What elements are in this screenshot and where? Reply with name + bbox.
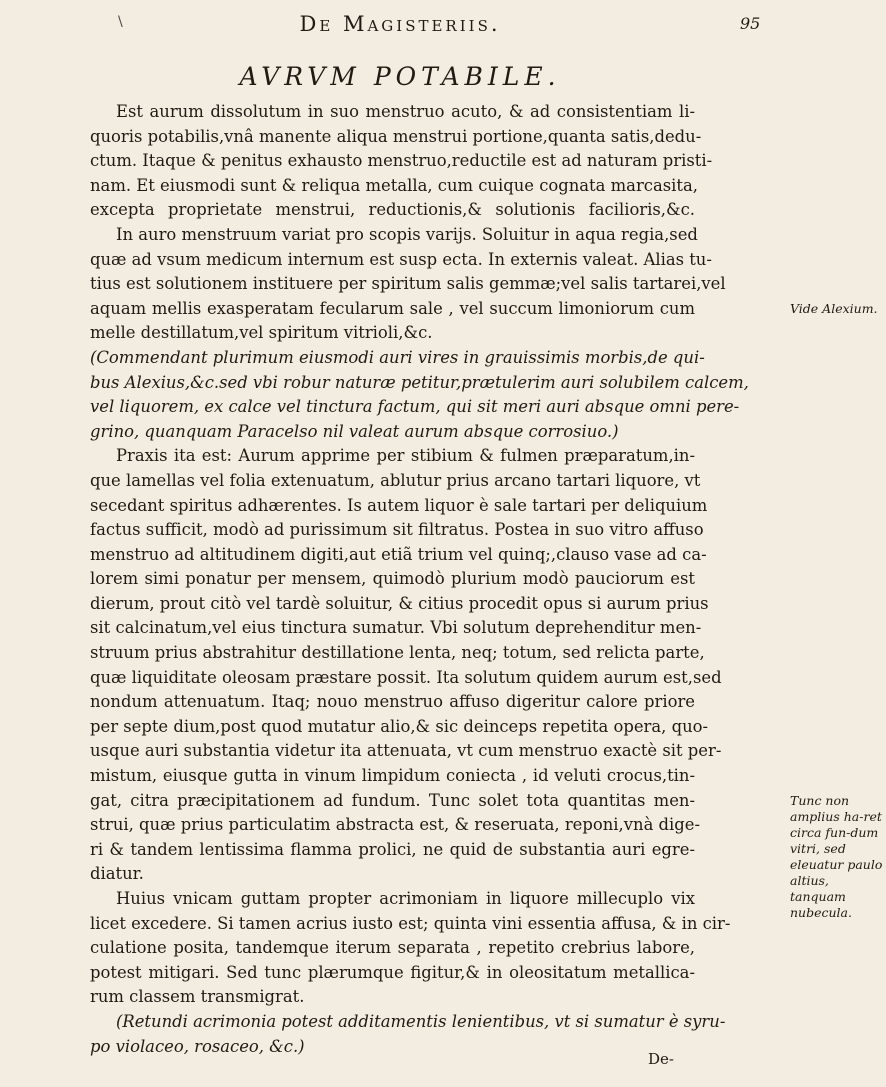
text-line: bus Alexius,&c.sed vbi robur naturæ petitur,prætulerim auri solubilem calcem,: [90, 372, 749, 392]
text-line: quæ liquiditate oleosam præstare possit. Ita solutum quidem aurum est,sed: [90, 667, 722, 687]
text-line: nam. Et eiusmodi sunt & reliqua metalla, cum cuique cognata marcasita,: [90, 175, 698, 195]
text-line: dierum, prout citò vel tardè soluitur, & citius procedit opus si aurum prius: [90, 593, 709, 613]
text-line: rum classem transmigrat.: [90, 987, 305, 1007]
text-line: gat, citra præcipitationem ad fundum. Tunc solet tota quantitas men-: [90, 790, 695, 810]
text-line: culatione posita, tandemque iterum separata , repetito crebrius labore,: [90, 938, 695, 958]
text-line: lorem simi ponatur per mensem, quimodò plurium modò pauciorum est: [90, 569, 695, 589]
text-line: nondum attenuatum. Itaq; nouo menstruo affuso digeritur calore priore: [90, 692, 695, 712]
running-head-title: De Magisteriis.: [299, 12, 501, 36]
text-line: Huius vnicam guttam propter acrimoniam in liquore millecuplo vix: [116, 889, 695, 908]
text-line: ri & tandem lentissima flamma prolici, ne quid de substantia auri egre-: [90, 839, 695, 859]
text-line: Est aurum dissolutum in suo menstruo acuto, & ad consistentiam li-: [116, 102, 695, 121]
text-line: excepta proprietate menstrui, reductionis,& solutionis facilioris,&c.: [90, 200, 695, 220]
running-head-mark: \: [118, 14, 123, 30]
chapter-title: AVRVM POTABILE.: [239, 62, 561, 91]
text-line: melle destillatum,vel spiritum vitrioli,&c.: [90, 323, 433, 343]
margin-note: Tunc non amplius ha-ret circa fun-dum vitri, sed eleuatur paulo altius, tanquam nubecula.: [790, 792, 883, 920]
text-line: usque auri substantia videtur ita attenuata, vt cum menstruo exactè sit per-: [90, 741, 722, 761]
text-line: grino, quanquam Paracelso nil valeat aurum absque corrosiuo.): [90, 421, 619, 441]
text-line: secedant spiritus adhærentes. Is autem liquor è sale tartari per deliquium: [90, 495, 708, 515]
text-line: menstruo ad altitudinem digiti,aut etiã trium vel quinq;,clauso vase ad ca-: [90, 544, 707, 564]
text-line: Praxis ita est: Aurum apprime per stibium & fulmen præparatum,in-: [116, 446, 695, 466]
text-line: (Commendant plurimum eiusmodi auri vires in grauissimis morbis,de qui-: [90, 347, 705, 367]
text-line: per septe dium,post quod mutatur alio,& sic deinceps repetita opera, quo-: [90, 716, 709, 736]
text-line: strui, quæ prius particulatim abstracta est, & reseruata, reponi,vnà dige-: [90, 815, 701, 835]
text-line: diatur.: [90, 864, 144, 884]
text-line: potest mitigari. Sed tunc plærumque figitur,& in oleositatum metallica-: [90, 962, 695, 982]
text-line: licet excedere. Si tamen acrius iusto est; quinta vini essentia affusa, & in cir-: [90, 913, 731, 933]
running-head: [0, 8, 800, 38]
margin-note: Vide Alexium.: [790, 300, 878, 316]
text-line: In auro menstruum variat pro scopis varijs. Soluitur in aqua regia,sed: [116, 224, 698, 244]
text-line: quoris potabilis,vnâ manente aliqua menstrui portione,quanta satis,dedu-: [90, 126, 702, 146]
text-lines: [90, 100, 749, 1059]
catchword: De-: [648, 1050, 674, 1068]
text-line: que lamellas vel folia extenuatum, ablutur prius arcano tartari liquore, vt: [90, 470, 701, 490]
text-line: mistum, eiusque gutta in vinum limpidum coniecta , id veluti crocus,tin-: [90, 766, 695, 786]
body-text: [90, 100, 883, 1059]
text-line: quæ ad vsum medicum internum est susp ecta. In externis valeat. Alias tu-: [90, 249, 712, 269]
text-line: ctum. Itaque & penitus exhausto menstruo,reductile est ad naturam pristi-: [90, 151, 713, 171]
text-line: factus sufficit, modò ad purissimum sit filtratus. Postea in suo vitro affuso: [90, 520, 704, 540]
text-line: sit calcinatum,vel eius tinctura sumatur. Vbi solutum deprehenditur men-: [90, 618, 702, 638]
text-line: vel liquorem, ex calce vel tinctura factum, qui sit meri auri absque omni pere-: [90, 397, 740, 417]
text-line: (Retundi acrimonia potest additamentis lenientibus, vt si sumatur è syru-: [116, 1011, 726, 1031]
page-number: 95: [740, 14, 761, 33]
text-line: po violaceo, rosaceo, &c.): [90, 1036, 305, 1056]
text-line: struum prius abstrahitur destillatione lenta, neq; totum, sed relicta parte,: [90, 643, 705, 663]
text-line: tius est solutionem instituere per spiritum salis gemmæ;vel salis tartarei,vel: [90, 274, 726, 294]
text-line: aquam mellis exasperatam fecularum sale , vel succum limoniorum cum: [90, 298, 695, 318]
